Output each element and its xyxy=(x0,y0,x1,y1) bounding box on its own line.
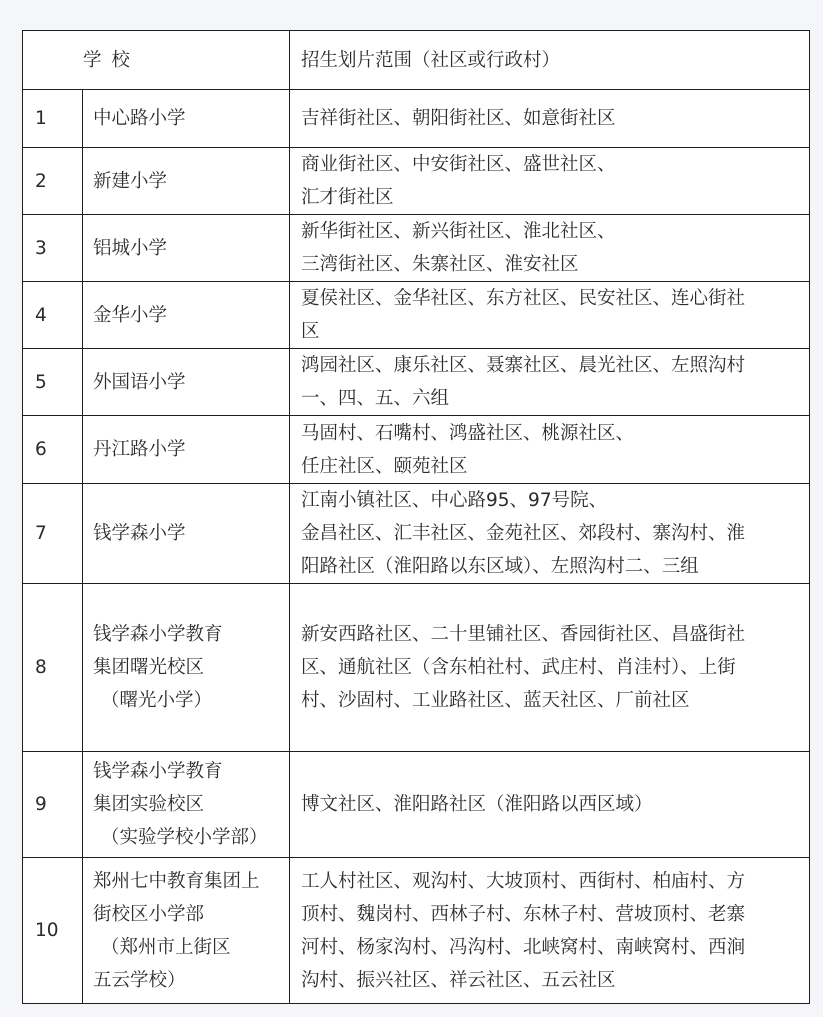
school-name-line: 街校区小学部 xyxy=(93,903,205,925)
school-name xyxy=(83,148,290,215)
school-name-line: 丹江路小学 xyxy=(93,439,186,460)
table-row xyxy=(23,148,810,215)
header-school: 学 校 xyxy=(23,31,290,90)
school-name xyxy=(83,752,290,858)
enrollment-range-line: 马固村、石嘴村、鸿盛社区、桃源社区、 xyxy=(301,422,635,444)
enrollment-range xyxy=(290,752,810,858)
school-name xyxy=(83,858,290,1004)
enrollment-range-line: 区 xyxy=(301,321,320,342)
table-row xyxy=(23,282,810,349)
enrollment-range-line: 工人村社区、观沟村、大坡顶村、西街村、柏庙村、方 xyxy=(301,870,746,892)
school-name-line: 金华小学 xyxy=(93,304,168,326)
row-number: 8 xyxy=(23,584,83,752)
enrollment-range-line: 吉祥街社区、朝阳街社区、如意街社区 xyxy=(301,108,616,129)
row-number: 1 xyxy=(23,90,83,148)
school-name-line: 外国语小学 xyxy=(93,371,186,393)
row-number: 9 xyxy=(23,752,83,858)
row-number: 4 xyxy=(23,282,83,349)
enrollment-range xyxy=(290,416,810,484)
table-row xyxy=(23,858,810,1004)
enrollment-range-line: 新安西路社区、二十里铺社区、香园街社区、昌盛街社 xyxy=(301,624,746,645)
enrollment-range-line: 金昌社区、汇丰社区、金苑社区、郊段村、寨沟村、淮 xyxy=(301,523,746,544)
school-name-line: （实验学校小学部） xyxy=(101,827,268,848)
school-name xyxy=(83,349,290,416)
table-row xyxy=(23,90,810,148)
enrollment-range-line: 汇才街社区 xyxy=(301,187,394,208)
enrollment-range xyxy=(290,215,810,282)
school-name xyxy=(83,90,290,148)
enrollment-range xyxy=(290,90,810,148)
enrollment-range-line: 三湾街社区、朱寨社区、淮安社区 xyxy=(301,254,579,275)
school-name-line: 钱学森小学教育 xyxy=(93,761,223,782)
school-district-table xyxy=(22,30,810,1004)
enrollment-range-line: 夏侯社区、金华社区、东方社区、民安社区、连心街社 xyxy=(301,288,746,309)
school-name-line: 集团曙光校区 xyxy=(93,657,205,678)
school-name-line: 新建小学 xyxy=(93,170,168,192)
school-name xyxy=(83,416,290,484)
header-range: 招生划片范围（社区或行政村） xyxy=(290,31,810,90)
enrollment-range xyxy=(290,349,810,416)
row-number: 10 xyxy=(23,858,83,1004)
table-row xyxy=(23,584,810,752)
row-number: 2 xyxy=(23,148,83,215)
enrollment-range-line: 博文社区、淮阳路社区（淮阳路以西区域） xyxy=(301,794,653,815)
enrollment-range-line: 村、沙固村、工业路社区、蓝天社区、厂前社区 xyxy=(301,690,690,711)
table-row xyxy=(23,484,810,584)
school-name-line: 五云学校） xyxy=(93,969,186,991)
enrollment-range-line: 顶村、魏岗村、西林子村、东林子村、营坡顶村、老寨 xyxy=(301,903,746,925)
enrollment-range-line: 阳路社区（淮阳路以东区域）、左照沟村二、三组 xyxy=(301,556,699,577)
enrollment-range-line: 江南小镇社区、中心路95、97号院、 xyxy=(301,490,608,511)
table-row xyxy=(23,215,810,282)
enrollment-range-line: 沟村、振兴社区、祥云社区、五云社区 xyxy=(301,969,616,991)
enrollment-range-line: 新华街社区、新兴街社区、淮北社区、 xyxy=(301,221,616,242)
table-row xyxy=(23,349,810,416)
school-name-line: 郑州七中教育集团上 xyxy=(93,870,260,892)
enrollment-range-line: 鸿园社区、康乐社区、聂寨社区、晨光社区、左照沟村 xyxy=(301,355,746,376)
school-name-line: （曙光小学） xyxy=(101,690,213,711)
school-name-line: 钱学森小学 xyxy=(93,523,186,544)
school-name xyxy=(83,584,290,752)
enrollment-range xyxy=(290,148,810,215)
school-name xyxy=(83,484,290,584)
school-name-line: （郑州市上街区 xyxy=(101,936,231,958)
school-name-line: 铝城小学 xyxy=(93,237,168,259)
school-name xyxy=(83,282,290,349)
enrollment-range-line: 河村、杨家沟村、冯沟村、北峡窝村、南峡窝村、西涧 xyxy=(301,936,746,958)
enrollment-range-line: 一、四、五、六组 xyxy=(301,388,450,409)
school-name-line: 钱学森小学教育 xyxy=(93,624,223,645)
row-number: 6 xyxy=(23,416,83,484)
enrollment-range xyxy=(290,858,810,1004)
enrollment-range-line: 任庄社区、颐苑社区 xyxy=(301,455,468,477)
enrollment-range-line: 区、通航社区（含东柏社村、武庄村、肖洼村）、上街 xyxy=(301,657,736,678)
school-name-line: 中心路小学 xyxy=(93,108,186,129)
row-number: 3 xyxy=(23,215,83,282)
row-number: 5 xyxy=(23,349,83,416)
enrollment-range xyxy=(290,282,810,349)
table-row xyxy=(23,752,810,858)
table-row xyxy=(23,416,810,484)
enrollment-range xyxy=(290,484,810,584)
enrollment-range xyxy=(290,584,810,752)
row-number: 7 xyxy=(23,484,83,584)
header-row xyxy=(23,31,810,90)
school-name xyxy=(83,215,290,282)
school-name-line: 集团实验校区 xyxy=(93,794,205,815)
enrollment-range-line: 商业街社区、中安街社区、盛世社区、 xyxy=(301,154,616,175)
